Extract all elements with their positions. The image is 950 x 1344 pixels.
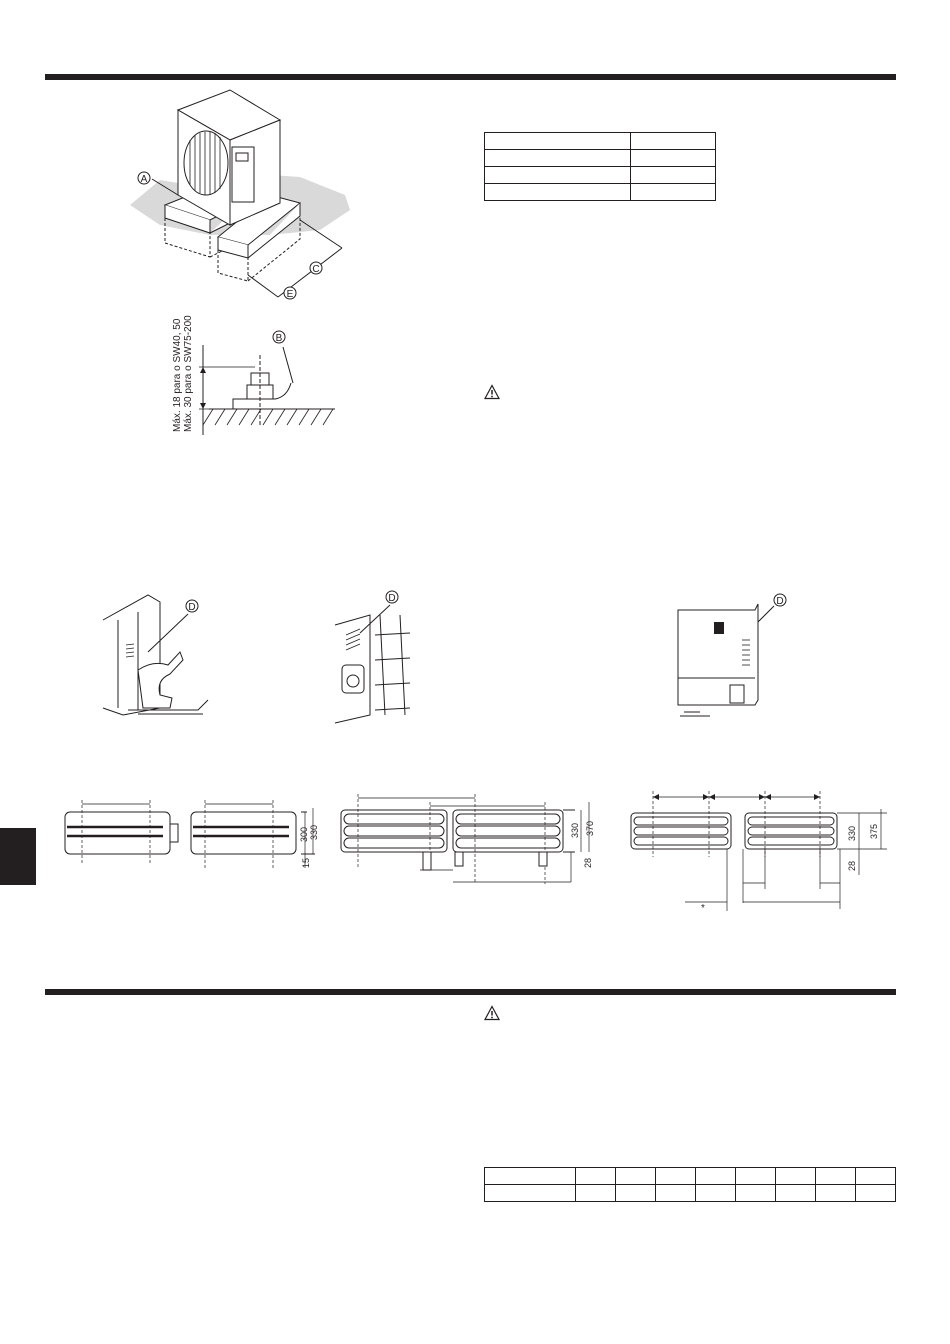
table-row [485, 133, 716, 150]
dim-middle-330: 330 [570, 822, 580, 838]
specification-table-lower [484, 1167, 896, 1202]
table-row [485, 1185, 896, 1202]
callout-e: E [286, 289, 294, 300]
dim-right-28: 28 [847, 860, 857, 871]
callout-c: C [312, 264, 320, 275]
callout-d-middle: D [388, 593, 396, 604]
section-rule-top [45, 74, 896, 80]
warning-icon [484, 1005, 500, 1021]
language-side-tab [0, 828, 36, 885]
unit-on-foundation-figure [120, 85, 360, 305]
table-row [485, 150, 716, 167]
table-row [485, 1168, 896, 1185]
dim-middle-28: 28 [583, 857, 593, 868]
dim-left-15: 15 [301, 857, 311, 868]
drain-view-middle-figure [330, 585, 430, 725]
dim-right-375: 375 [869, 823, 879, 839]
callout-d-right: D [776, 596, 784, 607]
dim-left-300: 300 [299, 826, 309, 842]
drain-view-left-figure [98, 590, 218, 720]
dim-right-330: 330 [847, 825, 857, 841]
footnote-asterisk: * [701, 903, 705, 914]
base-dimensions-right-figure [625, 785, 895, 915]
bolt-height-note [172, 315, 194, 432]
warning-icon [484, 384, 500, 400]
table-row [485, 167, 716, 184]
table-row [485, 184, 716, 201]
callout-a: A [140, 174, 148, 185]
base-dimensions-middle-figure [335, 790, 595, 890]
specification-table-upper [484, 132, 716, 201]
base-dimensions-left-figure [55, 790, 330, 880]
drain-view-right-figure [670, 590, 800, 720]
bolt-height-note-line2: Máx. 30 para o SW75-200 [183, 315, 194, 432]
dim-left-330: 330 [309, 824, 319, 840]
bolt-height-note-line1: Máx. 18 para o SW40, 50 [172, 318, 183, 432]
callout-b: B [275, 333, 283, 344]
callout-d-left: D [188, 602, 196, 613]
anchor-bolt-detail-figure [195, 325, 345, 440]
dim-middle-370: 370 [585, 820, 595, 836]
section-rule-bottom [45, 989, 896, 995]
